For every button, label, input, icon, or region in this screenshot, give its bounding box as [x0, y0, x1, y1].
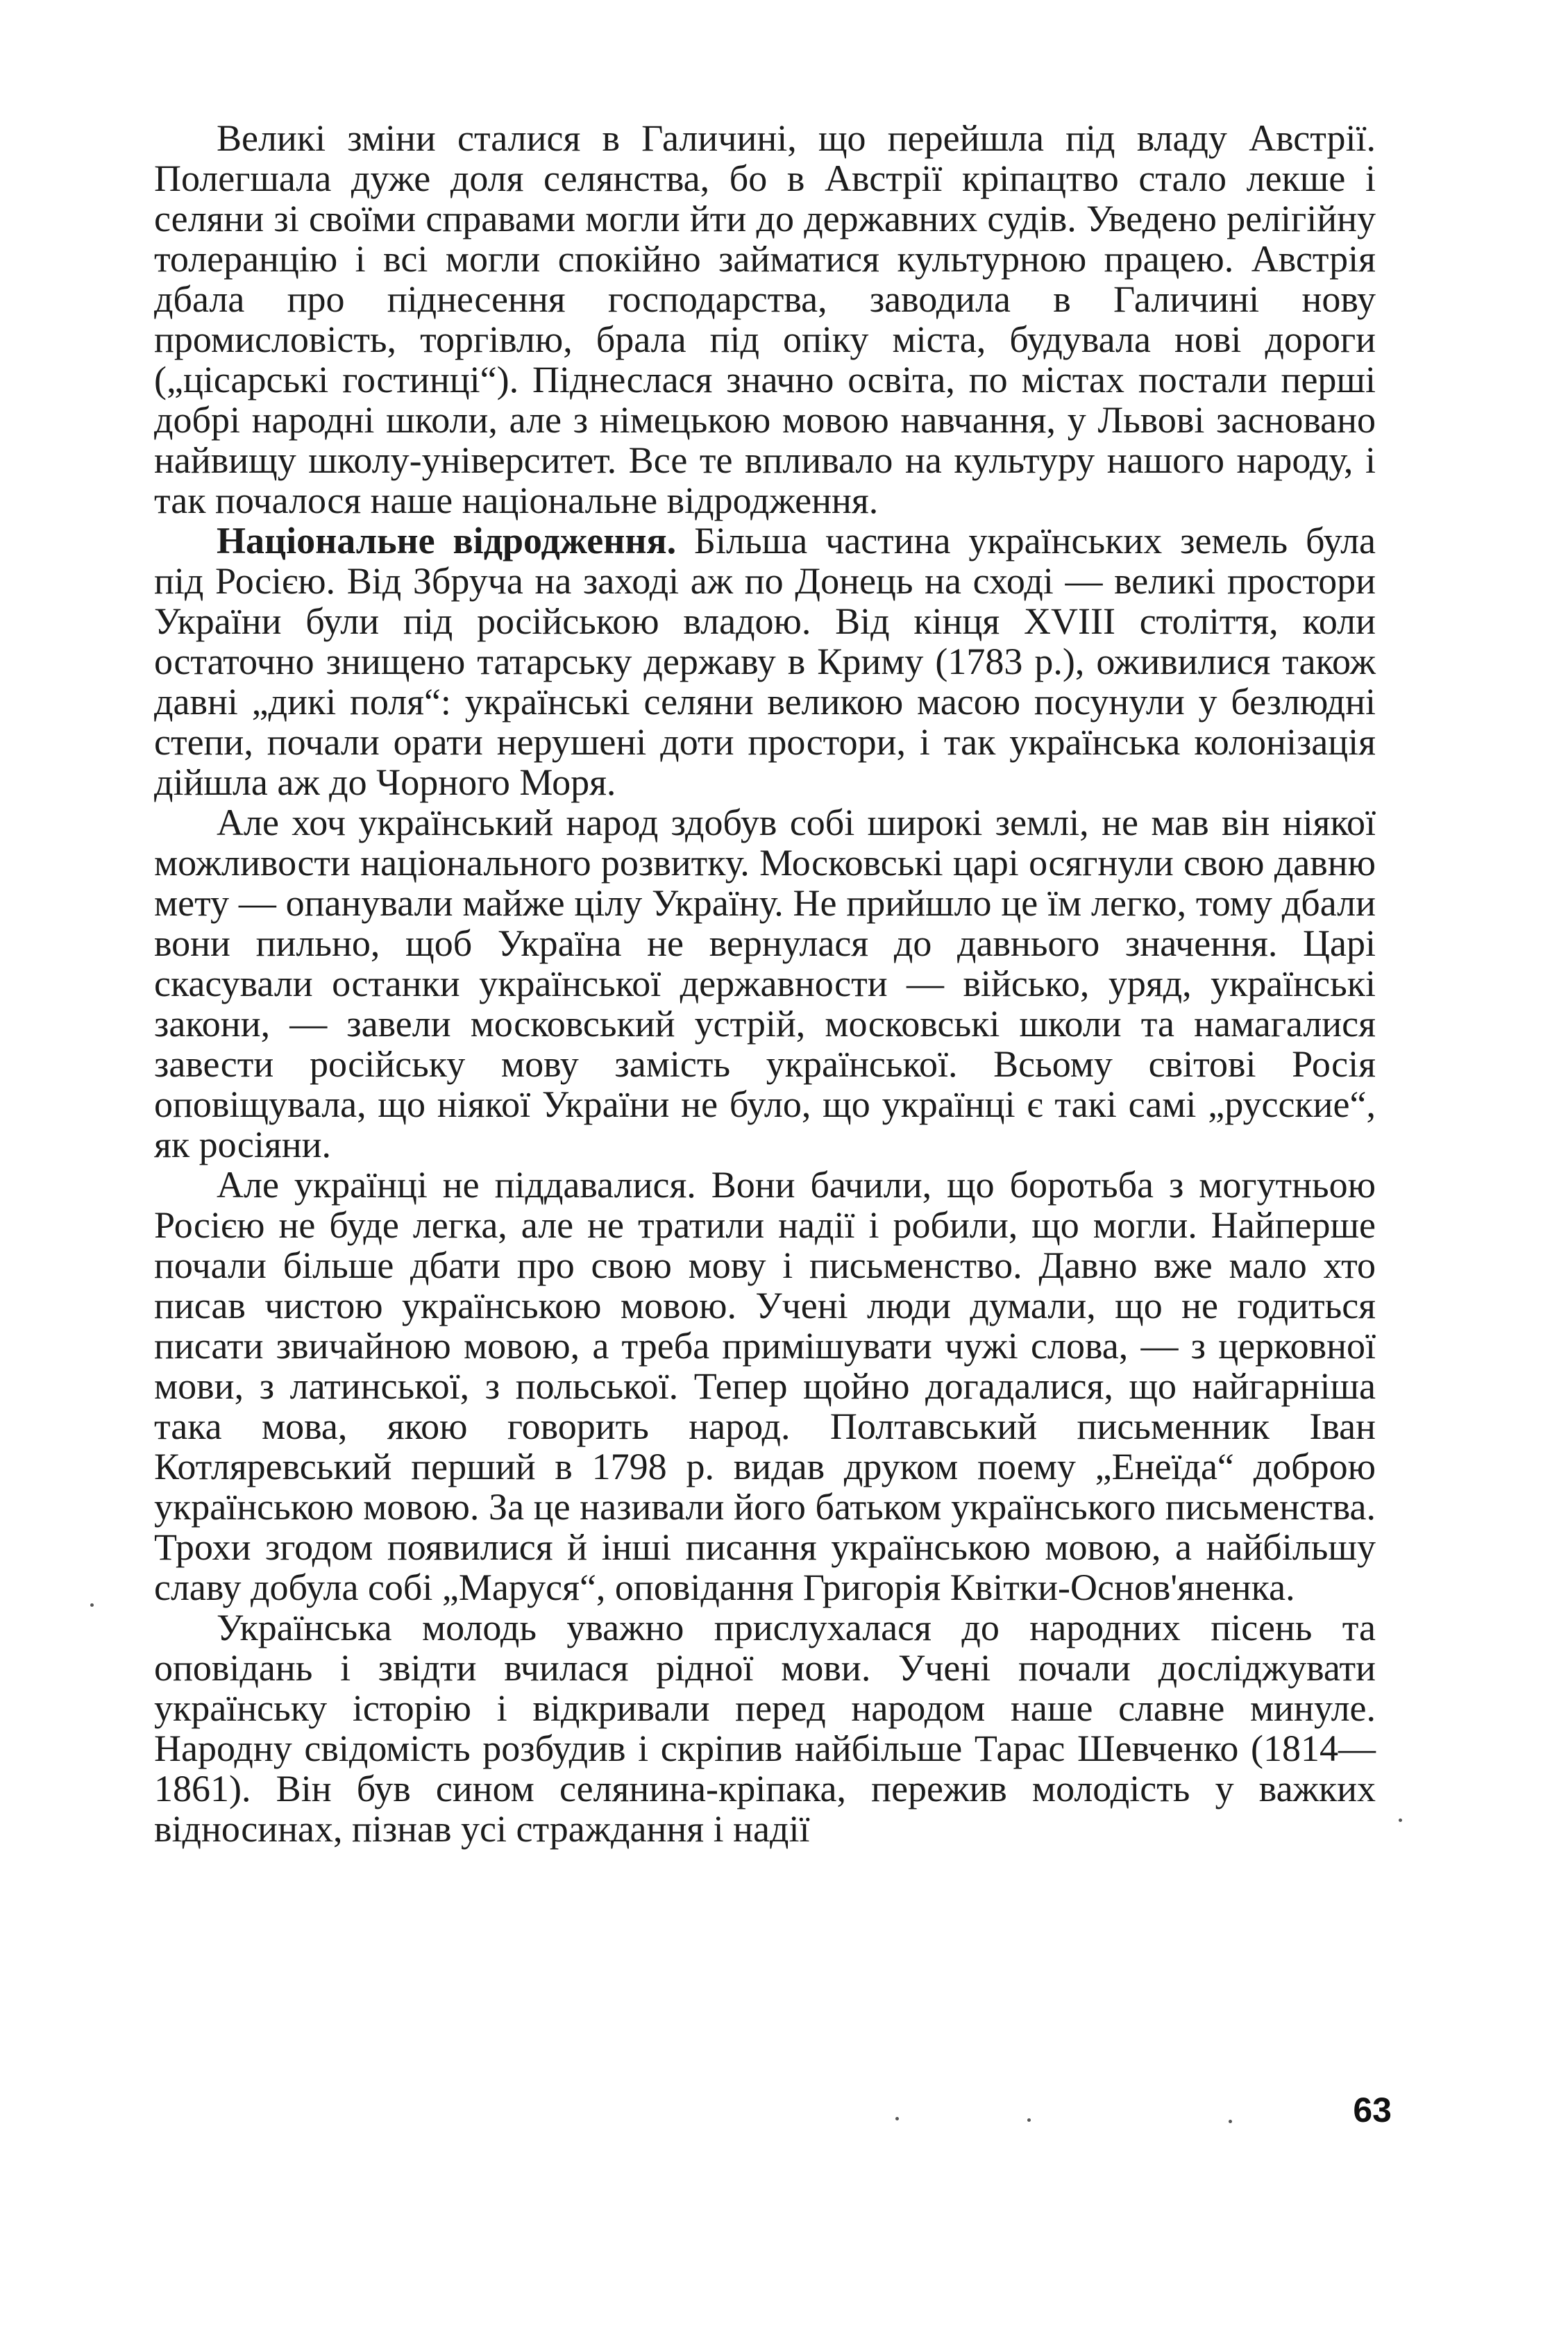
page-number: 63 — [1353, 2091, 1392, 2129]
print-speck — [1027, 2118, 1031, 2122]
paragraph-text: Українська молодь уважно прислухалася до народних пісень та оповідань і звідти вчилася рідної мови. Учені почали досліджувати українську історію і відкривали перед народом наше славне минуле. Народну свідомість розбудив і скріпив найбільше Тарас Шевченко (1814—1861). Він був сином селянина-кріпака, пережив молодість у важких відносинах, пізнав усі страждання і надії — [154, 1607, 1376, 1850]
section-heading: Національне відродження. — [217, 520, 677, 562]
paragraph-galicia — [154, 118, 1376, 521]
paragraph-text: Більша частина українських земель була під Росією. Від Збруча на заході аж по Донець на сході — великі простори України були під російською владою. Від кінця XVIII століття, коли остаточно знищено татарську державу в Криму (1783 р.), оживилися також давні „дикі поля“: українські селяни великою масою посунули у безлюдні степи, почали орати нерушені доти простори, і так українська колонізація дійшла аж до Чорного Моря. — [154, 520, 1376, 803]
paragraph-language — [154, 1165, 1376, 1607]
paragraph-national-revival — [154, 521, 1376, 802]
paragraph-tsars — [154, 802, 1376, 1165]
paragraph-text: Великі зміни сталися в Галичині, що перейшла під владу Австрії. Полегшала дуже доля селянства, бо в Австрії кріпацтво стало лекше і селяни зі своїми справами могли йти до державних судів. Уведено релігійну толеранцію і всі могли спокійно займатися культурною працею. Австрія дбала про піднесення господарства, заводила в Галичині нову промисловість, торгівлю, брала під опіку міста, будувала нові дороги („цісарські гостинці“). Піднеслася значно освіта, по містах постали перші добрі народні школи, але з німецькою мовою навчання, у Львові засновано найвищу школу-університет. Все те впливало на культуру нашого народу, і так почалося наше національне відродження. — [154, 117, 1376, 521]
paragraph-youth — [154, 1607, 1376, 1849]
print-speck — [90, 1603, 94, 1607]
print-speck — [1399, 1818, 1402, 1822]
print-speck — [1229, 2120, 1232, 2123]
paragraph-text: Але українці не піддавалися. Вони бачили, що боротьба з могутньою Росією не буде легка, але не тратили надії і робили, що могли. Найперше почали більше дбати про свою мову і письменство. Давно вже мало хто писав чистою українською мовою. Учені люди думали, що не годиться писати звичайною мовою, а треба примішувати чужі слова, — з церковної мови, з латинської, з польської. Тепер щойно догадалися, що найгарніша така мова, якою говорить народ. Полтавський письменник Іван Котляревський перший в 1798 р. видав друком поему „Енеїда“ доброю українською мовою. За це називали його батьком українського письменства. Трохи згодом появилися й інші писання українською мовою, а найбільшу славу добула собі „Маруся“, оповідання Григорія Квітки-Основ'яненка. — [154, 1164, 1376, 1608]
body-text — [154, 118, 1376, 1849]
print-speck — [895, 2117, 899, 2120]
paragraph-text: Але хоч український народ здобув собі широкі землі, не мав він ніякої можливости національного розвитку. Московські царі осягнули свою давню мету — опанували майже цілу Україну. Не прийшло це їм легко, тому дбали вони пильно, щоб Україна не вернулася до давнього значення. Царі скасували останки української державности — військо, уряд, українські закони, — завели московський устрій, московські школи та намагалися завести російську мову замість української. Всьому світові Росія оповіщувала, що ніякої України не було, що українці є такі самі „русские“, як росіяни. — [154, 802, 1376, 1165]
